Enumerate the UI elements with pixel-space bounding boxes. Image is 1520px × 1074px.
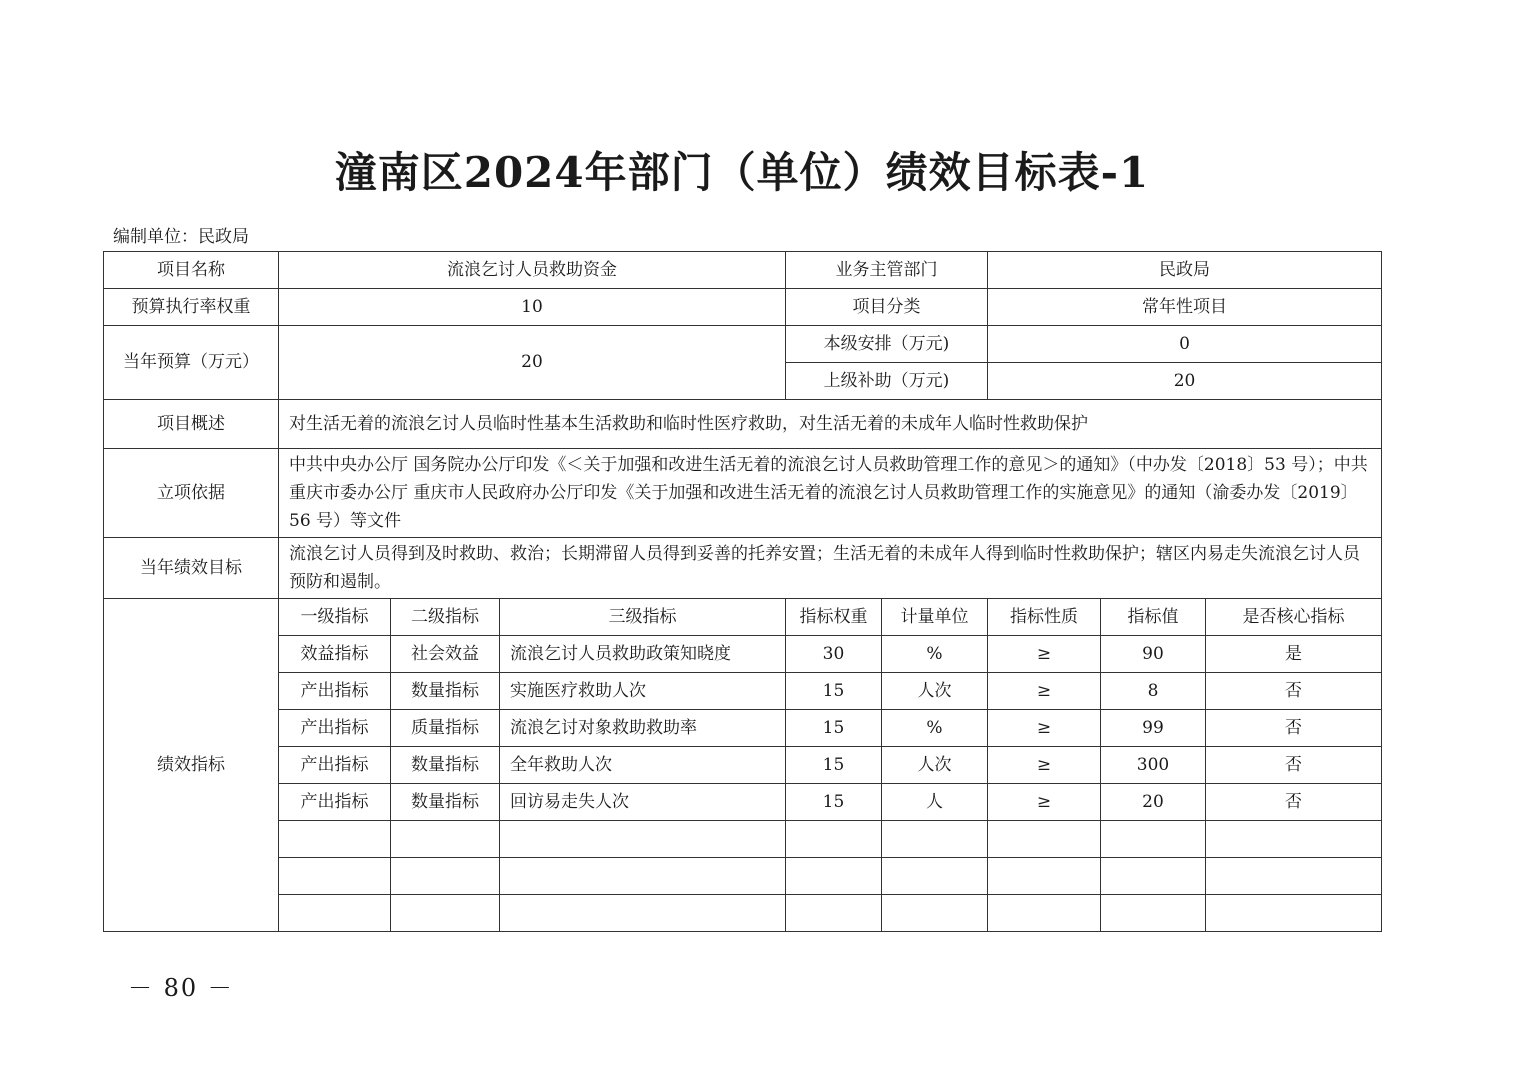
header-level1: 一级指标 [279,599,391,636]
budget-label: 当年预算（万元） [104,326,279,400]
level2-cell: 数量指标 [391,784,500,821]
budget-row-local [104,326,1382,363]
upper-value: 20 [988,363,1382,400]
core-cell: 否 [1206,673,1382,710]
level3-cell: 流浪乞讨对象救助救助率 [500,710,786,747]
value-cell: 90 [1101,636,1206,673]
nature-cell: ≥ [988,747,1101,784]
compiling-unit: 编制单位：民政局 [113,227,249,247]
value-cell: 99 [1101,710,1206,747]
level2-cell: 质量指标 [391,710,500,747]
local-value: 0 [988,326,1382,363]
core-cell: 是 [1206,636,1382,673]
core-cell: 否 [1206,747,1382,784]
level1-cell: 效益指标 [279,636,391,673]
unit-cell: 人 [882,784,988,821]
level3-cell: 流浪乞讨人员救助政策知晓度 [500,636,786,673]
level1-cell: 产出指标 [279,747,391,784]
core-cell: 否 [1206,710,1382,747]
indicator-header-row [104,599,1382,636]
goal-row [104,538,1382,599]
level2-cell: 社会效益 [391,636,500,673]
level3-cell: 全年救助人次 [500,747,786,784]
table-row [104,673,1382,710]
indicator-section-label: 绩效指标 [104,599,279,932]
header-value: 指标值 [1101,599,1206,636]
level3-cell: 实施医疗救助人次 [500,673,786,710]
project-name-label: 项目名称 [104,252,279,289]
category-label: 项目分类 [786,289,988,326]
level2-cell: 数量指标 [391,747,500,784]
project-name-value: 流浪乞讨人员救助资金 [279,252,786,289]
summary-value: 对生活无着的流浪乞讨人员临时性基本生活救助和临时性医疗救助，对生活无着的未成年人临时性救助保护 [279,400,1382,449]
value-cell: 8 [1101,673,1206,710]
level1-cell: 产出指标 [279,710,391,747]
weight-cell: 30 [786,636,882,673]
local-label: 本级安排（万元) [786,326,988,363]
level1-cell: 产出指标 [279,784,391,821]
dept-value: 民政局 [988,252,1382,289]
level3-cell: 回访易走失人次 [500,784,786,821]
goal-value: 流浪乞讨人员得到及时救助、救治；长期滞留人员得到妥善的托养安置；生活无着的未成年人得到临时性救助保护；辖区内易走失流浪乞讨人员预防和遏制。 [279,538,1382,599]
budget-value: 20 [279,326,786,400]
empty-row [104,821,1382,858]
core-cell: 否 [1206,784,1382,821]
header-nature: 指标性质 [988,599,1101,636]
rate-label: 预算执行率权重 [104,289,279,326]
weight-cell: 15 [786,673,882,710]
table-row [104,710,1382,747]
upper-label: 上级补助（万元) [786,363,988,400]
dept-label: 业务主管部门 [786,252,988,289]
header-core: 是否核心指标 [1206,599,1382,636]
nature-cell: ≥ [988,636,1101,673]
unit-cell: % [882,636,988,673]
header-level2: 二级指标 [391,599,500,636]
table-row [104,784,1382,821]
rate-value: 10 [279,289,786,326]
summary-row [104,400,1382,449]
weight-cell: 15 [786,710,882,747]
level1-cell: 产出指标 [279,673,391,710]
basis-row [104,449,1382,538]
header-weight: 指标权重 [786,599,882,636]
project-name-row [104,252,1382,289]
level2-cell: 数量指标 [391,673,500,710]
value-cell: 300 [1101,747,1206,784]
summary-label: 项目概述 [104,400,279,449]
value-cell: 20 [1101,784,1206,821]
page-number: － 80 － [128,974,234,1002]
weight-cell: 15 [786,747,882,784]
header-unit: 计量单位 [882,599,988,636]
page-title: 潼南区2024年部门（单位）绩效目标表-1 [334,148,1150,197]
empty-row [104,858,1382,895]
basis-label: 立项依据 [104,449,279,538]
nature-cell: ≥ [988,710,1101,747]
empty-row [104,895,1382,932]
table-row [104,636,1382,673]
goal-label: 当年绩效目标 [104,538,279,599]
nature-cell: ≥ [988,673,1101,710]
unit-cell: 人次 [882,747,988,784]
nature-cell: ≥ [988,784,1101,821]
table-row [104,747,1382,784]
category-value: 常年性项目 [988,289,1382,326]
unit-cell: % [882,710,988,747]
budget-rate-row [104,289,1382,326]
header-level3: 三级指标 [500,599,786,636]
weight-cell: 15 [786,784,882,821]
unit-cell: 人次 [882,673,988,710]
performance-target-table [103,251,1382,932]
basis-value: 中共中央办公厅 国务院办公厅印发《＜关于加强和改进生活无着的流浪乞讨人员救助管理工作的意见＞的通知》（中办发〔2018〕53 号）；中共重庆市委办公厅 重庆市人民政府办公厅印发《关于加强和改进生活无着的流浪乞讨人员救助管理工作的实施意见》的通知（渝委办发〔2019〕56 号）等文件 [279,449,1382,538]
